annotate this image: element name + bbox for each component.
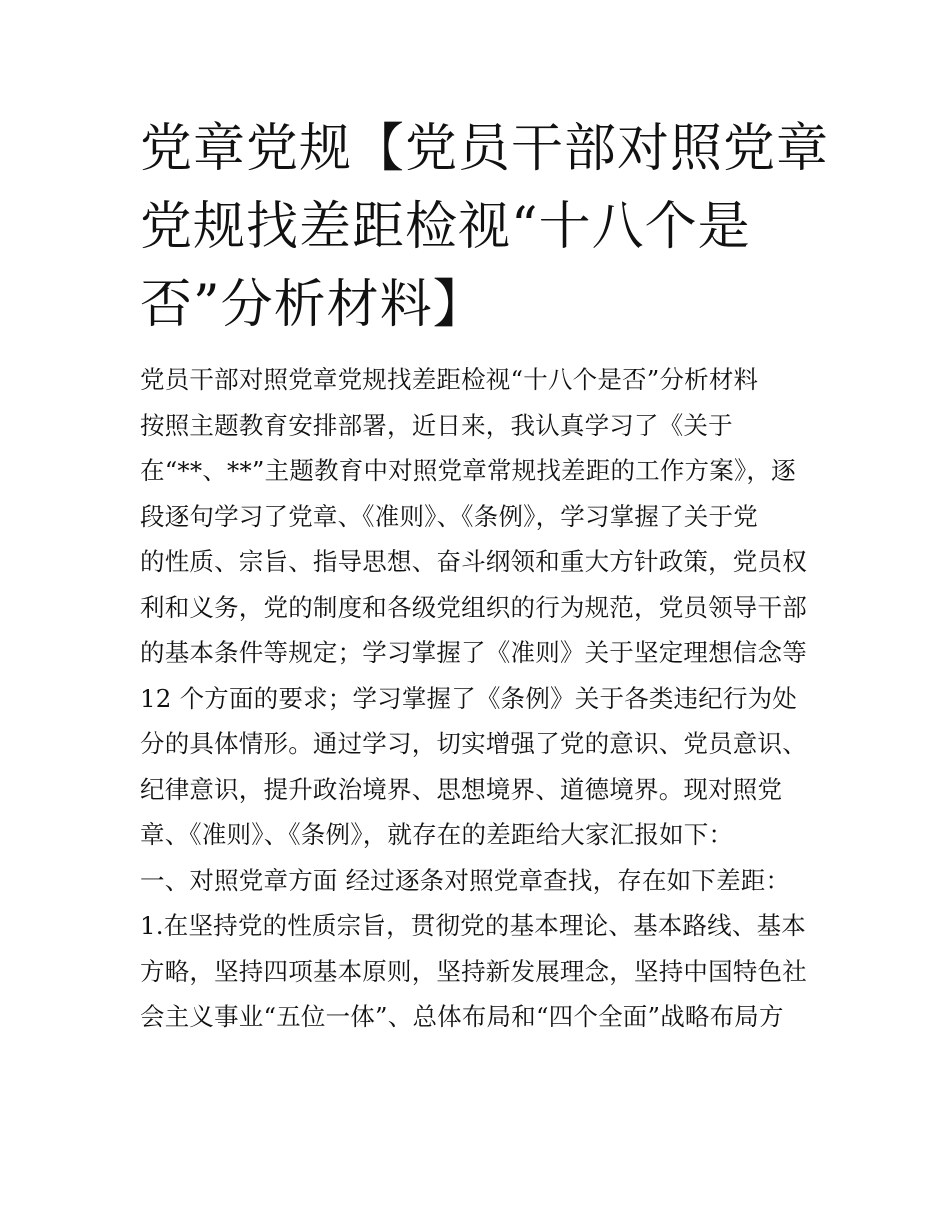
title-line: 党章党规【党员干部对照党章 [140,119,830,179]
section-heading-line: 一、对照党章方面 经过逐条对照党章查找，存在如下差距： [140,865,791,895]
body-line: 利和义务，党的制度和各级党组织的行为规范，党员领导干部 [140,592,807,622]
body-line: 纪律意识，提升政治境界、思想境界、道德境界。现对照党 [140,774,783,804]
body-line: 方略，坚持四项基本原则，坚持新发展理念，坚持中国特色社 [140,956,807,986]
body-line: 的性质、宗旨、指导思想、奋斗纲领和重大方针政策，党员权 [140,547,807,576]
title-line: 否”分析材料】 [140,275,486,335]
body-line: 段逐句学习了党章、《准则》、《条例》，学习掌握了关于党 [140,501,758,531]
body-line: 12 个方面的要求；学习掌握了《条例》关于各类违纪行为处 [140,683,798,713]
document-body [140,357,840,1040]
document-title [140,110,830,344]
body-line: 分的具体情形。通过学习，切实增强了党的意识、党员意识、 [140,729,807,758]
body-line: 在“**、**”主题教育中对照党章常规找差距的工作方案》，逐 [140,456,796,485]
body-line: 的基本条件等规定；学习掌握了《准则》关于坚定理想信念等 [140,638,807,667]
body-line: 1.在坚持党的性质宗旨，贯彻党的基本理论、基本路线、基本 [140,911,806,940]
body-line: 会主义事业“五位一体”、总体布局和“四个全面”战略布局方 [140,1002,784,1031]
body-line: 章、《准则》、《条例》，就存在的差距给大家汇报如下： [140,820,734,849]
title-line: 党规找差距检视“十八个是 [140,197,751,257]
body-line: 按照主题教育安排部署，近日来，我认真学习了《关于 [140,410,733,440]
body-line: 党员干部对照党章党规找差距检视“十八个是否”分析材料 [140,365,759,394]
